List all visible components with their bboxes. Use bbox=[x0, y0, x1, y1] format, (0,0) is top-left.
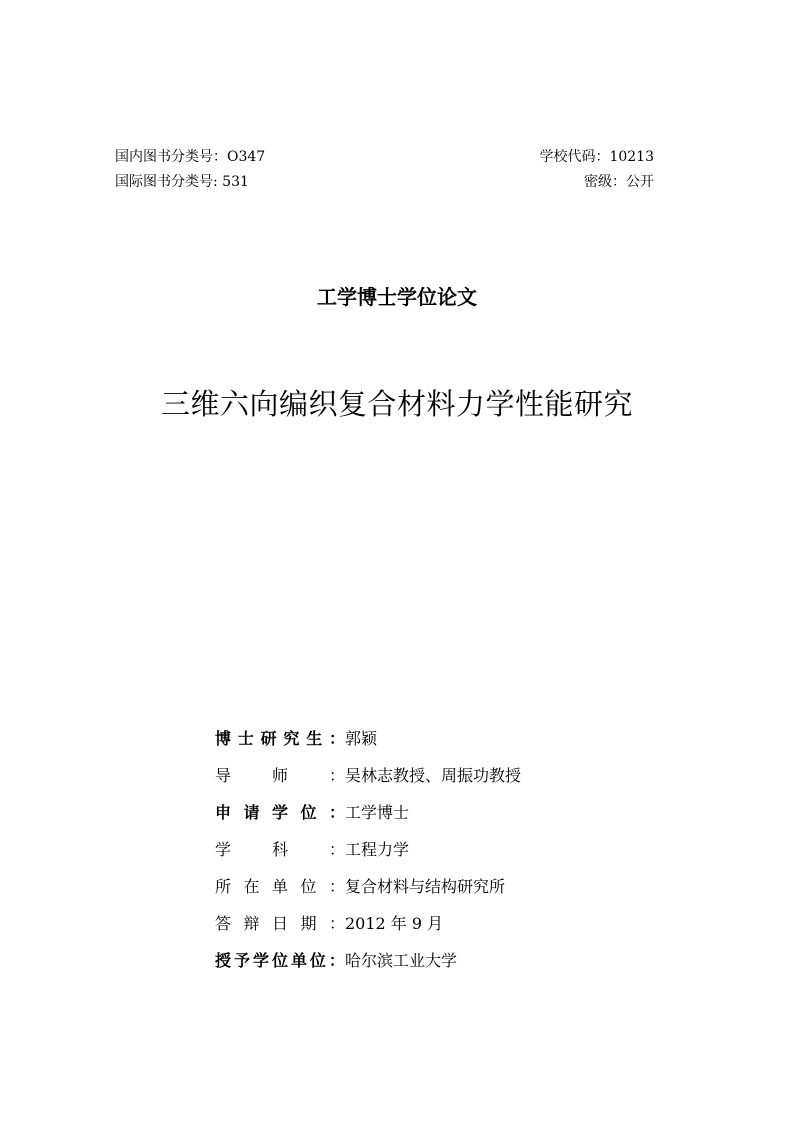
info-value: 吴林志教授、周振功教授 bbox=[345, 766, 522, 785]
info-value: 2012 年 9 月 bbox=[345, 914, 444, 933]
info-label-char: ： bbox=[328, 951, 345, 970]
info-label-char: 科 bbox=[271, 840, 288, 859]
info-label-char: 申 bbox=[215, 803, 232, 822]
info-label-char: 单 bbox=[271, 877, 288, 896]
header-left bbox=[115, 148, 265, 198]
info-label-char: 位 bbox=[300, 803, 317, 822]
info-label-char: 学 bbox=[271, 803, 288, 822]
info-label-char: ： bbox=[328, 803, 345, 822]
info-label-char: 导 bbox=[215, 766, 232, 785]
info-label-char: 期 bbox=[300, 914, 317, 933]
info-row bbox=[215, 728, 521, 765]
info-value: 工学博士 bbox=[345, 803, 410, 822]
info-row bbox=[215, 802, 521, 839]
info-row bbox=[215, 876, 521, 913]
info-label-char: 请 bbox=[243, 803, 260, 822]
info-label-char: ： bbox=[328, 877, 345, 896]
info-label-char: 所 bbox=[215, 877, 232, 896]
info-label-char: 研 bbox=[260, 729, 277, 748]
security-level: 密级：公开 bbox=[584, 174, 654, 190]
info-label-char: ： bbox=[328, 914, 345, 933]
info-label-char: 辩 bbox=[243, 914, 260, 933]
info-label bbox=[215, 839, 345, 861]
info-label bbox=[215, 765, 345, 787]
info-label-char: 答 bbox=[215, 914, 232, 933]
info-value: 工程力学 bbox=[345, 840, 410, 859]
info-value: 哈尔滨工业大学 bbox=[345, 951, 458, 970]
info-label-char: ： bbox=[328, 766, 345, 785]
thesis-title: 三维六向编织复合材料力学性能研究 bbox=[160, 387, 633, 421]
info-label-char: 位 bbox=[271, 951, 288, 970]
info-label-char: 予 bbox=[233, 951, 250, 970]
info-label bbox=[215, 913, 345, 935]
info-row bbox=[215, 913, 521, 950]
info-label-char: 在 bbox=[243, 877, 260, 896]
info-label-char: 究 bbox=[283, 729, 300, 748]
header-right bbox=[539, 148, 654, 198]
international-classification: 国际图书分类号: 531 bbox=[115, 174, 249, 190]
info-label-char: 学 bbox=[252, 951, 269, 970]
info-row bbox=[215, 950, 521, 987]
info-label-char: 单 bbox=[290, 951, 307, 970]
info-value: 郭颖 bbox=[345, 729, 378, 748]
info-row bbox=[215, 765, 521, 802]
info-label bbox=[215, 802, 345, 824]
info-row bbox=[215, 839, 521, 876]
info-label bbox=[215, 876, 345, 898]
info-label-char: 日 bbox=[271, 914, 288, 933]
info-label bbox=[215, 728, 345, 750]
info-label-char: 博 bbox=[215, 729, 232, 748]
info-label-char: 生 bbox=[306, 729, 323, 748]
degree-type-heading: 工学博士学位论文 bbox=[317, 285, 477, 309]
info-label-char: 师 bbox=[271, 766, 288, 785]
info-label-char: 位 bbox=[309, 951, 326, 970]
info-label-char: ： bbox=[328, 840, 345, 859]
info-label-char: 士 bbox=[237, 729, 254, 748]
info-label-char: 位 bbox=[300, 877, 317, 896]
info-label-char: 授 bbox=[215, 951, 232, 970]
info-label-char: ： bbox=[328, 729, 345, 748]
info-label bbox=[215, 950, 345, 972]
info-label-char: 学 bbox=[215, 840, 232, 859]
domestic-classification: 国内图书分类号：O347 bbox=[115, 149, 266, 165]
thesis-info-block bbox=[215, 728, 521, 987]
info-value: 复合材料与结构研究所 bbox=[345, 877, 506, 896]
school-code: 学校代码：10213 bbox=[539, 149, 654, 165]
